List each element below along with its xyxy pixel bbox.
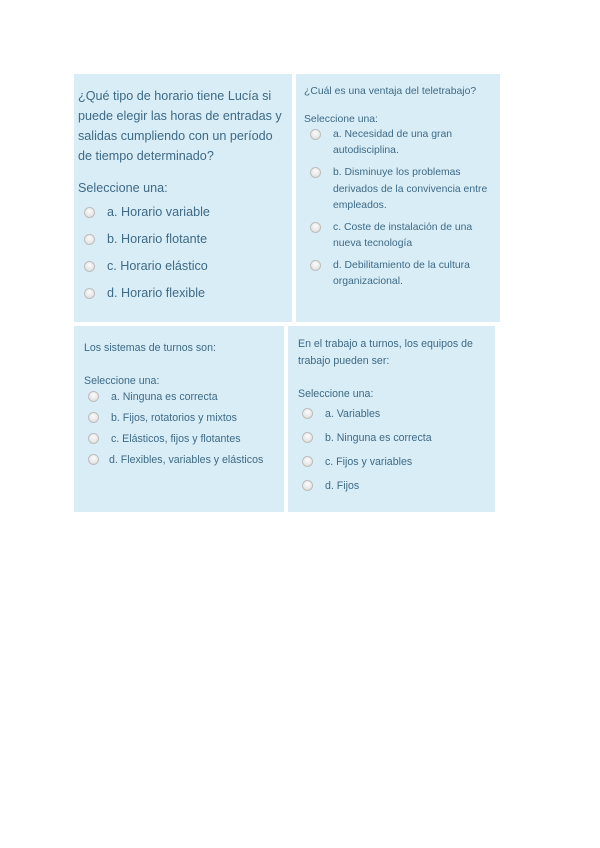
answer-option[interactable]	[304, 220, 494, 252]
question-card-4	[288, 326, 495, 512]
radio-button[interactable]	[88, 454, 99, 465]
radio-button[interactable]	[310, 129, 321, 140]
select-prompt: Seleccione una:	[84, 374, 160, 387]
radio-button[interactable]	[310, 260, 321, 271]
answer-label[interactable]: b. Horario flotante	[107, 232, 208, 247]
radio-button[interactable]	[302, 408, 313, 419]
answer-label[interactable]: c. Fijos y variables	[325, 455, 413, 468]
radio-button[interactable]	[310, 167, 321, 178]
answer-option[interactable]	[304, 127, 494, 159]
answer-option[interactable]	[84, 431, 278, 448]
answer-label[interactable]: c. Horario elástico	[107, 259, 208, 274]
question-card-1	[74, 74, 292, 322]
answer-option[interactable]	[298, 474, 489, 498]
answer-label[interactable]: a. Variables	[325, 407, 381, 420]
answer-option[interactable]	[84, 389, 278, 406]
answer-option[interactable]	[304, 165, 494, 213]
radio-button[interactable]	[84, 207, 95, 218]
answer-label[interactable]: c. Elásticos, fijos y flotantes	[111, 432, 241, 445]
radio-button[interactable]	[302, 480, 313, 491]
radio-button[interactable]	[88, 412, 99, 423]
radio-button[interactable]	[302, 456, 313, 467]
answer-label[interactable]: a. Horario variable	[107, 205, 210, 220]
answer-option[interactable]	[78, 199, 288, 226]
answer-label[interactable]: b. Ninguna es correcta	[325, 431, 432, 444]
answer-label[interactable]: d. Horario flexible	[107, 286, 205, 301]
radio-button[interactable]	[84, 261, 95, 272]
answer-option[interactable]	[78, 226, 288, 253]
radio-button[interactable]	[84, 234, 95, 245]
question-card-3	[74, 326, 284, 512]
select-prompt: Seleccione una:	[78, 180, 168, 195]
question-text: Los sistemas de turnos son:	[84, 342, 216, 354]
answer-label[interactable]: d. Fijos	[325, 479, 360, 492]
select-prompt: Seleccione una:	[304, 114, 378, 126]
select-prompt: Seleccione una:	[298, 387, 374, 400]
radio-button[interactable]	[310, 222, 321, 233]
answer-label[interactable]: b. Fijos, rotatorios y mixtos	[111, 411, 237, 424]
question-card-2	[296, 74, 500, 322]
answer-label[interactable]: d. Debilitamiento de la cultura organizacional.	[333, 260, 470, 288]
answer-option[interactable]	[78, 253, 288, 280]
answer-option[interactable]	[78, 280, 288, 307]
answer-label[interactable]: d. Flexibles, variables y elásticos	[109, 453, 264, 466]
question-text: En el trabajo a turnos, los equipos de trabajo pueden ser:	[298, 338, 473, 367]
answer-option[interactable]	[84, 452, 278, 469]
answer-label[interactable]: b. Disminuye los problemas derivados de la convivencia entre empleados.	[333, 167, 488, 211]
answer-label[interactable]: c. Coste de instalación de una nueva tecnología	[333, 221, 473, 249]
answer-option[interactable]	[298, 426, 489, 450]
radio-button[interactable]	[302, 432, 313, 443]
answer-option[interactable]	[84, 410, 278, 427]
radio-button[interactable]	[88, 391, 99, 402]
radio-button[interactable]	[88, 433, 99, 444]
answer-option[interactable]	[304, 258, 494, 290]
answer-label[interactable]: a. Ninguna es correcta	[111, 390, 218, 403]
answer-option[interactable]	[298, 402, 489, 426]
radio-button[interactable]	[84, 288, 95, 299]
question-text: ¿Qué tipo de horario tiene Lucía si puede elegir las horas de entradas y salidas cumpliendo con un período de tiempo determinado?	[78, 89, 282, 164]
answer-label[interactable]: a. Necesidad de una gran autodisciplina.	[333, 129, 453, 157]
answer-option[interactable]	[298, 450, 489, 474]
question-text: ¿Cuál es una ventaja del teletrabajo?	[304, 86, 477, 97]
